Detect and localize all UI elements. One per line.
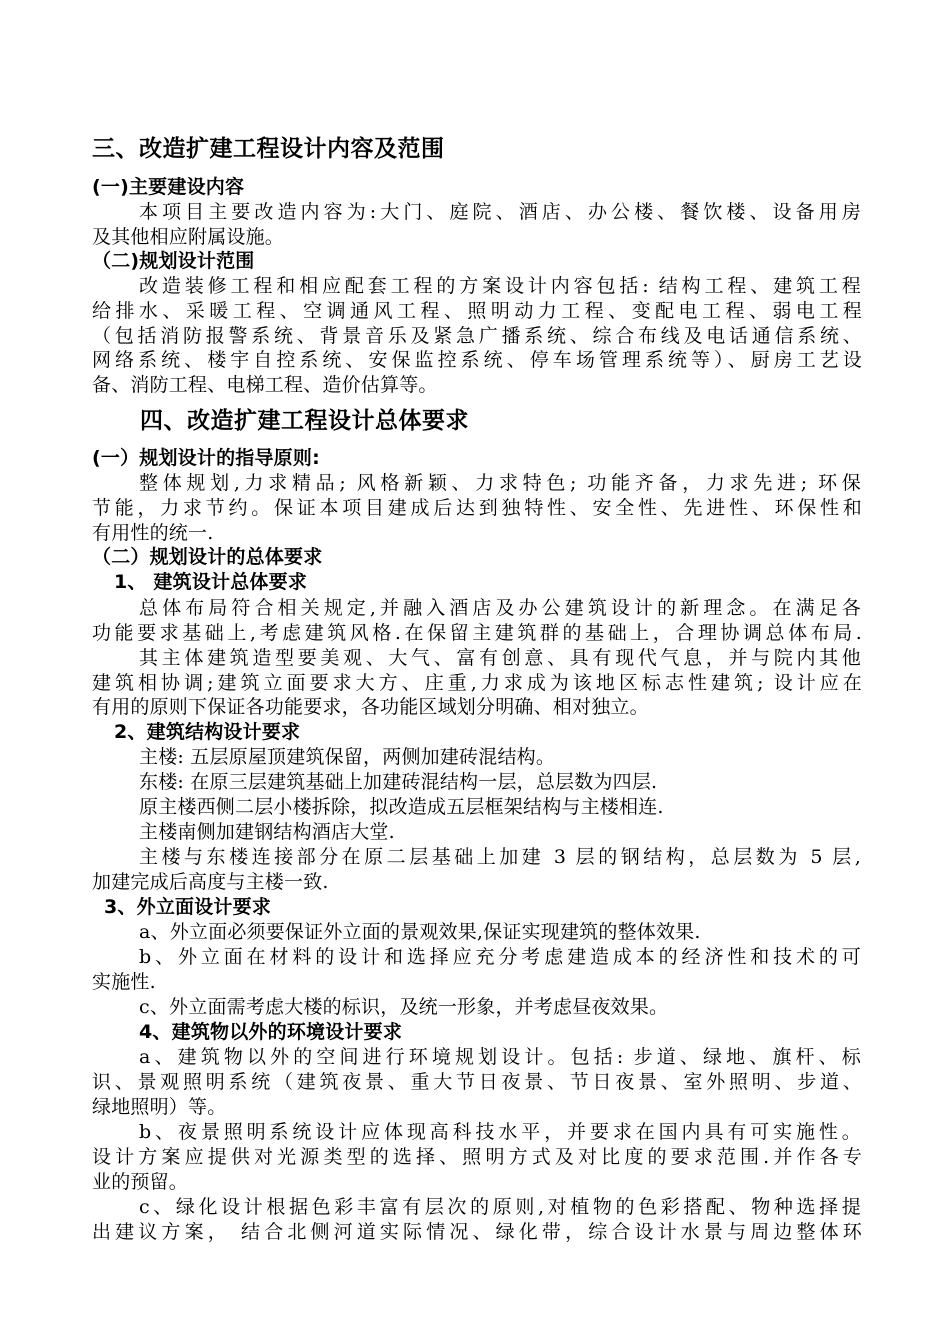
paragraph-line: c、外立面需考虑大楼的标识，及统一形象，并考虑昼夜效果。	[139, 996, 669, 1018]
section-4-sub2-title: （二）规划设计的总体要求	[92, 546, 323, 568]
paragraph-line: 改造装修工程和相应配套工程的方案设计内容包括: 结构工程、建筑工程	[139, 275, 861, 297]
paragraph-line: a、外立面必须要保证外立面的景观效果,保证实现建筑的整体效果.	[139, 921, 701, 943]
paragraph-line: 东楼: 在原三层建筑基础上加建砖混结构一层，总层数为四层.	[139, 771, 658, 793]
paragraph-line: 主楼: 五层原屋顶建筑保留，两侧加建砖混结构。	[139, 746, 556, 768]
paragraph-line: 其主体建筑造型要美观、大气、富有创意、具有现代气息，并与院内其他	[139, 647, 861, 669]
paragraph-line: 主楼与东楼连接部分在原二层基础上加建 3 层的钢结构，总层数为 5 层,	[139, 846, 861, 868]
paragraph-line: 绿地照明）等。	[92, 1096, 227, 1118]
paragraph-line: c、绿化设计根据色彩丰富有层次的原则,对植物的色彩搭配、物种选择提	[139, 1196, 861, 1218]
paragraph-line: 有用的原则下保证各功能要求，各功能区域划分明确、相对独立。	[92, 696, 649, 718]
paragraph-line: b、外立面在材料的设计和选择应充分考虑建造成本的经济性和技术的可	[139, 946, 861, 968]
paragraph-line: 业的预留。	[92, 1171, 189, 1193]
paragraph-line: 有用性的统一.	[92, 522, 214, 544]
paragraph-line: 及其他相应附属设施。	[92, 226, 285, 248]
section-3-sub2-title: （二)规划设计范围	[92, 250, 255, 272]
paragraph-line: 给排水、采暖工程、空调通风工程、照明动力工程、变配电工程、弱电工程	[92, 300, 862, 322]
paragraph-line: 出建议方案， 结合北侧河道实际情况、绿化带，综合设计水景与周边整体环	[92, 1221, 862, 1243]
item-4-title: 4、建筑物以外的环境设计要求	[139, 1021, 403, 1043]
paragraph-line: 整体规划,力求精品; 风格新颖、力求特色; 功能齐备，力求先进; 环保	[139, 472, 861, 494]
section-3-title: 三、改造扩建工程设计内容及范围	[92, 136, 445, 162]
item-1-title: 1、 建筑设计总体要求	[114, 571, 308, 593]
item-3-title: 3、外立面设计要求	[104, 896, 272, 918]
paragraph-line: 网络系统、楼宇自控系统、安保监控系统、停车场管理系统等）、厨房工艺设	[92, 349, 862, 371]
item-2-title: 2、建筑结构设计要求	[114, 721, 301, 743]
section-4-title: 四、改造扩建工程设计总体要求	[140, 408, 469, 434]
paragraph-line: （包括消防报警系统、背景音乐及紧急广播系统、综合布线及电话通信系统、	[92, 325, 862, 347]
section-3-sub1-title: (一)主要建设内容	[92, 176, 245, 198]
section-4-sub1-title: (一）规划设计的指导原则:	[92, 447, 320, 469]
paragraph-line: a、建筑物以外的空间进行环境规划设计。包括: 步道、绿地、旗杆、标	[139, 1046, 861, 1068]
paragraph-line: 主楼南侧加建钢结构酒店大堂.	[139, 821, 395, 843]
paragraph-line: 设计方案应提供对光源类型的选择、照明方式及对比度的要求范围.并作各专	[92, 1146, 862, 1168]
paragraph-line: 实施性.	[92, 971, 156, 993]
paragraph-line: 本项目主要改造内容为:大门、庭院、酒店、办公楼、餐饮楼、设备用房	[139, 201, 861, 223]
paragraph-line: 备、消防工程、电梯工程、造价估算等。	[92, 374, 438, 396]
paragraph-line: 加建完成后高度与主楼一致.	[92, 871, 329, 893]
paragraph-line: 节能，力求节约。保证本项目建成后达到独特性、安全性、先进性、环保性和	[92, 497, 862, 519]
paragraph-line: 总体布局符合相关规定,并融入酒店及办公建筑设计的新理念。在满足各	[139, 597, 861, 619]
paragraph-line: b、夜景照明系统设计应体现高科技水平，并要求在国内具有可实施性。	[139, 1121, 861, 1143]
paragraph-line: 建筑相协调;建筑立面要求大方、庄重,力求成为该地区标志性建筑; 设计应在	[92, 672, 862, 694]
paragraph-line: 原主楼西侧二层小楼拆除，拟改造成五层框架结构与主楼相连.	[139, 796, 664, 818]
paragraph-line: 功能要求基础上,考虑建筑风格.在保留主建筑群的基础上，合理协调总体布局.	[92, 622, 862, 644]
paragraph-line: 识、景观照明系统（建筑夜景、重大节日夜景、节日夜景、室外照明、步道、	[92, 1071, 862, 1093]
